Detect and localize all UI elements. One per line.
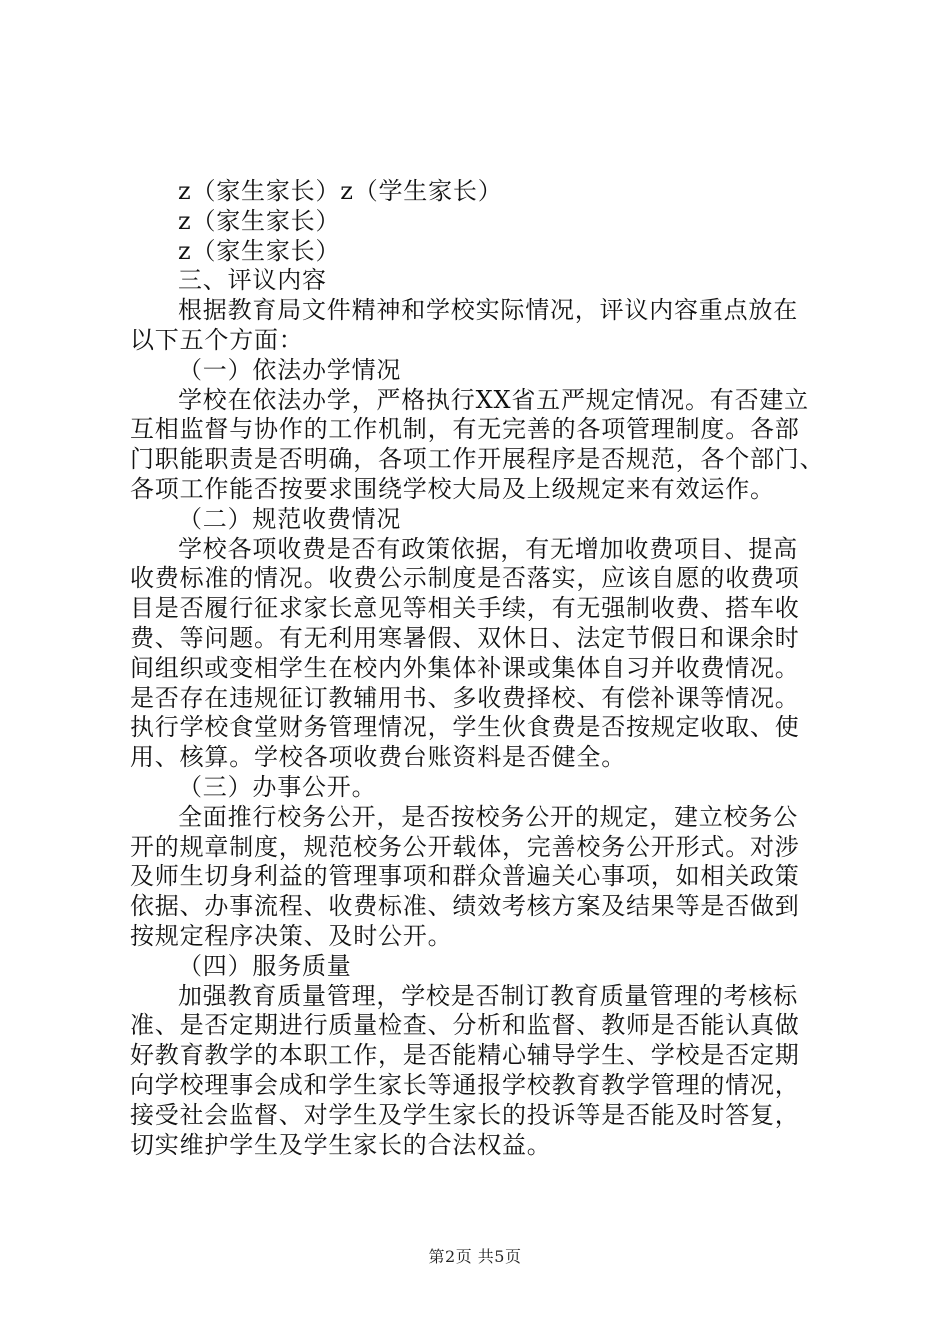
document-line: z（家生家长）	[178, 236, 341, 265]
document-line: 按规定程序决策、及时公开。	[130, 921, 453, 950]
document-line: 用、核算。学校各项收费台账资料是否健全。	[130, 743, 626, 772]
document-line: 是否存在违规征订教辅用书、多收费择校、有偿补课等情况。	[130, 683, 800, 712]
document-line: 各项工作能否按要求围绕学校大局及上级规定来有效运作。	[130, 474, 775, 503]
document-line: 向学校理事会成和学生家长等通报学校教育教学管理的情况，	[130, 1070, 800, 1099]
document-line: z（家生家长）z（学生家长）	[178, 177, 503, 205]
document-line: 学校在依法办学，严格执行XX省五严规定情况。有否建立	[178, 385, 809, 414]
document-line: 收费标准的情况。收费公示制度是否落实，应该自愿的收费项	[130, 564, 800, 593]
document-line: 全面推行校务公开，是否按校务公开的规定，建立校务公	[178, 802, 798, 831]
page-footer: 第2页 共5页	[428, 1247, 522, 1266]
document-line: 接受社会监督、对学生及学生家长的投诉等是否能及时答复，	[130, 1100, 800, 1129]
document-line: 费、等问题。有无利用寒暑假、双休日、法定节假日和课余时	[130, 623, 800, 652]
document-line: 开的规章制度，规范校务公开载体，完善校务公开形式。对涉	[130, 832, 800, 861]
document-line: （一）依法办学情况	[178, 355, 402, 384]
document-line: 好教育教学的本职工作，是否能精心辅导学生、学校是否定期	[130, 1041, 800, 1070]
document-body	[130, 177, 832, 1160]
document-line: 切实维护学生及学生家长的合法权益。	[130, 1130, 552, 1159]
document-line: （二）规范收费情况	[178, 504, 402, 533]
document-line: 执行学校食堂财务管理情况，学生伙食费是否按规定收取、使	[130, 713, 800, 742]
document-line: （三）办事公开。	[178, 772, 377, 801]
document-line: z（家生家长）	[178, 206, 341, 235]
document-line: 加强教育质量管理，学校是否制订教育质量管理的考核标	[178, 981, 798, 1010]
document-line: 三、评议内容	[178, 266, 327, 295]
document-line: 间组织或变相学生在校内外集体补课或集体自习并收费情况。	[130, 653, 800, 682]
document-line: （四）服务质量	[178, 951, 352, 980]
document-line: 学校各项收费是否有政策依据，有无增加收费项目、提高	[178, 534, 798, 563]
document-line: 目是否履行征求家长意见等相关手续，有无强制收费、搭车收	[130, 594, 800, 623]
document-line: 以下五个方面：	[130, 325, 304, 354]
document-line: 门职能职责是否明确，各项工作开展程序是否规范，各个部门、	[130, 445, 825, 474]
document-line: 准、是否定期进行质量检查、分析和监督、教师是否能认真做	[130, 1011, 800, 1040]
document-line: 及师生切身利益的管理事项和群众普遍关心事项，如相关政策	[130, 862, 800, 891]
document-line: 根据教育局文件精神和学校实际情况，评议内容重点放在	[178, 296, 798, 325]
document-line: 依据、办事流程、收费标准、绩效考核方案及结果等是否做到	[130, 892, 800, 921]
document-line: 互相监督与协作的工作机制，有无完善的各项管理制度。各部	[130, 415, 800, 444]
